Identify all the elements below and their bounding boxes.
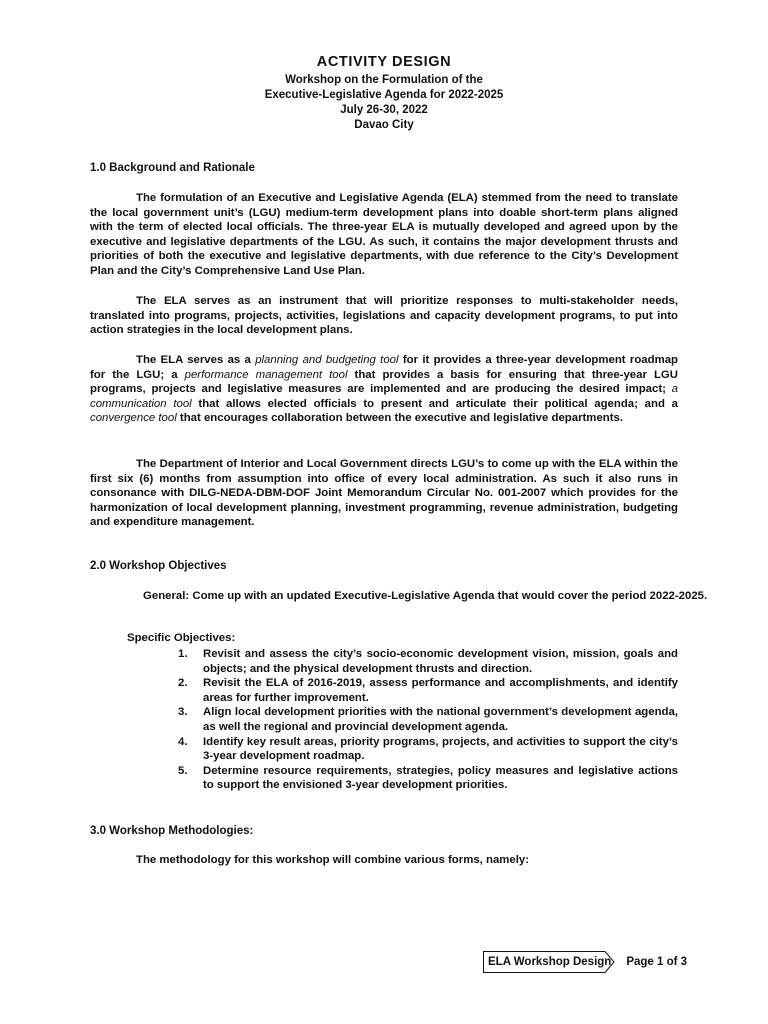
workshop-title-line1: Workshop on the Formulation of the [285, 74, 483, 86]
objective-item [178, 647, 678, 676]
footer-label-box [483, 951, 620, 973]
objective-text: Determine resource requirements, strategies, policy measures and legislative actions to support the envisioned 3-year development priorities. [203, 764, 678, 792]
p3-italic-convergence: convergence tool [90, 412, 177, 424]
footer-document-label: ELA Workshop Design [488, 956, 612, 968]
p3-italic-communication: a communication tool [90, 383, 678, 410]
page-number [626, 956, 687, 968]
section1-paragraph4: The Department of Interior and Local Government directs LGU’s to come up with the ELA within the first six (6) months from assumption into office of every local administration. As such it also runs in consonance with DILG-NEDA-DBM-DOF Joint Memorandum Circular No. 001-2007 which provides for the harmonization of local development planning, investment programming, revenue administration, budgeting and expenditure management. [90, 458, 678, 528]
p3-italic-planning: planning and budgeting tool [255, 354, 399, 366]
document-title: ACTIVITY DESIGN [316, 54, 452, 70]
workshop-date: July 26-30, 2022 [340, 104, 428, 116]
objective-number: 4. [178, 735, 188, 748]
specific-objectives-label: Specific Objectives: [127, 632, 236, 644]
workshop-place: Davao City [354, 119, 414, 131]
specific-objectives-list [178, 647, 678, 793]
page-of: of [663, 956, 681, 968]
objective-text: Identify key result areas, priority programs, projects, and activities to support the city’s 3-year development roadmap. [203, 735, 678, 763]
p3-text4: that allows elected officials to present and articulate their political agenda; and a [191, 397, 678, 410]
objective-item [178, 764, 678, 793]
page-footer [483, 949, 687, 975]
objective-text: Revisit the ELA of 2016-2019, assess performance and accomplishments, and identify areas for further improvement. [203, 677, 678, 704]
objective-text: Align local development priorities with the national government’s development agenda, as well the regional and provincial development agenda. [203, 706, 678, 733]
section1-paragraph3 [90, 353, 678, 426]
p3-text2: for it provides a three-year development roadmap for the LGU; a [90, 354, 678, 381]
objective-number: 2. [178, 677, 188, 690]
objective-item [178, 705, 678, 734]
objective-number: 1. [178, 648, 188, 660]
section3-intro: The methodology for this workshop will combine various forms, namely: [136, 854, 530, 866]
objective-item [178, 735, 678, 764]
section2-heading: 2.0 Workshop Objectives [90, 560, 227, 572]
p3-text3: that provides a basis for ensuring that three-year LGU programs, projects and legislative measures are implemented and are producing the desired impact; [90, 368, 678, 395]
p3-italic-performance: performance management tool [184, 368, 348, 381]
p3-text1: The ELA serves as a [136, 354, 256, 366]
p3-text5: that encourages collaboration between the executive and legislative departments. [176, 412, 624, 424]
section1-heading: 1.0 Background and Rationale [90, 162, 255, 174]
objective-text: Revisit and assess the city’s socio-economic development vision, mission, goals and objects; and the physical development thrusts and direction. [203, 648, 678, 675]
workshop-title-line2: Executive-Legislative Agenda for 2022-2025 [264, 89, 504, 101]
objective-number: 3. [178, 706, 188, 719]
section1-paragraph2: The ELA serves as an instrument that will prioritize responses to multi-stakeholder needs, translated into programs, projects, activities, legislations and capacity development programs, to put into action strategies in the local development plans. [90, 295, 678, 336]
page-current: 1 [657, 956, 664, 968]
section3-heading: 3.0 Workshop Methodologies: [90, 825, 254, 837]
general-objective: General: Come up with an updated Executive-Legislative Agenda that would cover the period 2022-2025. [143, 590, 708, 602]
page-prefix: Page [626, 956, 658, 968]
page-total: 3 [680, 956, 688, 968]
objective-number: 5. [178, 764, 188, 777]
objective-item [178, 676, 678, 705]
section1-paragraph1: The formulation of an Executive and Legislative Agenda (ELA) stemmed from the need to translate the local government unit’s (LGU) medium-term development plans into doable short-term plans aligned with the term of elected local officials. The three-year ELA is mutually developed and agreed upon by the executive and legislative departments of the LGU. As such, it contains the major development thrusts and priorities of both the executive and legislative departments, with due reference to the City’s Development Plan and the City’s Comprehensive Land Use Plan. [90, 192, 678, 277]
